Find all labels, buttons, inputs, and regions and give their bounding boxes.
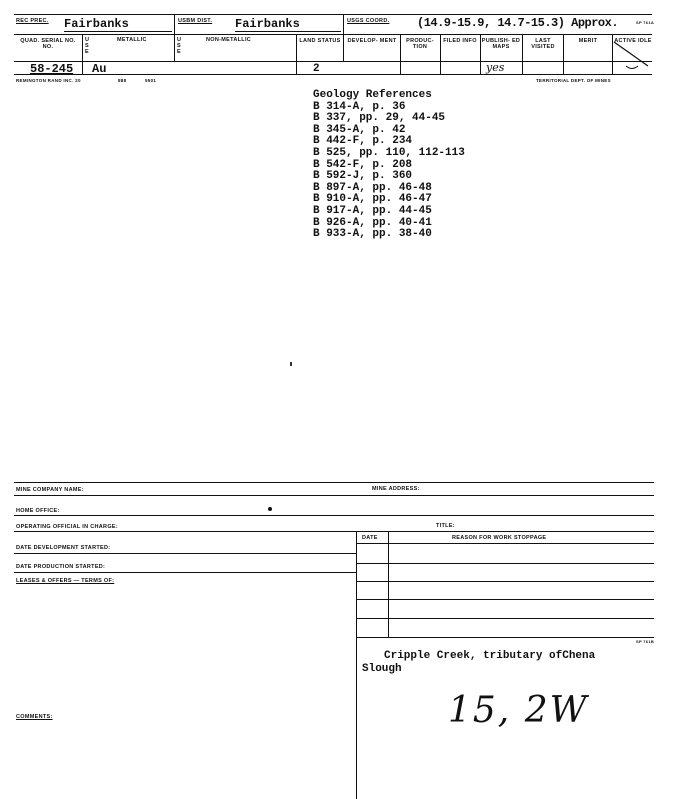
date-development-label: DATE DEVELOPMENT STARTED: [16,545,111,551]
agency-label: TERRITORIAL DEPT. OF MINES [536,78,611,83]
col-metallic: METALLIC [117,37,147,43]
date-column-label: DATE [362,535,378,541]
usgs-coord-value: (14.9-15.9, 14.7-15.3) Approx. [417,16,619,30]
col-non-metallic: NON-METALLIC [206,37,252,43]
leases-label: LEASES & OFFERS — TERMS OF: [16,578,115,584]
date-production-label: DATE PRODUCTION STARTED: [16,564,106,570]
home-office-label: HOME OFFICE: [16,508,60,514]
reference-item: B 442-F, p. 234 [313,135,413,148]
reference-item: B 910-A, pp. 46-47 [313,193,432,206]
rec-prec-value: Fairbanks [64,17,172,32]
mine-company-name-label: MINE COMPANY NAME: [16,487,84,493]
col-land-status: LAND STATUS [299,38,341,44]
col-merit: MERIT [578,38,598,44]
reference-item: B 933-A, pp. 38-40 [313,228,432,241]
reference-item: B 592-J, p. 360 [313,170,413,183]
reference-item: B 897-A, pp. 46-48 [313,181,432,194]
land-status-value: 2 [313,63,320,75]
serial-value: 58-245 [30,62,74,76]
col-filed-info: FILED INFO [443,38,477,44]
reference-item: B 337, pp. 29, 44-45 [313,112,446,125]
col-use-1: U S E [85,37,90,55]
location-line-1: Cripple Creek, tributary ofChena [384,650,596,662]
handwritten-township: 15, 2W [448,690,589,731]
usgs-coord-label: USGS COORD. [347,18,390,24]
operating-official-label: OPERATING OFFICIAL IN CHARGE: [16,524,118,530]
col-production: PRODUC- TION [406,38,434,50]
metallic-value: Au [92,62,107,76]
usbm-dist-label: USBM DIST. [178,18,213,24]
printer-line: REMINGTON RAND INC. 20 [16,78,81,83]
col-active-idle: ACTIVE IDLE [614,38,652,44]
form-code-2: SP 761B [636,639,655,644]
comments-label: COMMENTS: [16,714,53,720]
reference-item: B 917-A, pp. 44-45 [313,204,432,217]
location-line-2: Slough [362,663,402,675]
printer-code-2: 5501 [145,78,157,83]
form-code: SP 761A [636,20,655,25]
reference-item: B 345-A, p. 42 [313,123,406,136]
col-use-2: U S E [177,37,182,55]
title-label: TITLE: [436,523,455,529]
mine-address-label: MINE ADDRESS: [372,486,420,492]
reference-item: B 314-A, p. 36 [313,100,406,113]
col-published-maps: PUBLISH- ED MAPS [481,38,521,50]
references-title: Geology References [313,89,432,101]
reference-item: B 525, pp. 110, 112-113 [313,146,465,159]
geology-references [313,90,465,241]
published-maps-value: yes [486,61,505,74]
reference-item: B 542-F, p. 208 [313,158,413,171]
col-last-visited: LAST VISITED [531,38,555,50]
usbm-dist-value: Fairbanks [235,17,341,32]
rec-prec-label: REC PREC. [16,18,49,24]
col-development: DEVELOP- MENT [347,38,397,44]
reference-item: B 926-A, pp. 40-41 [313,216,432,229]
col-quad-serial: QUAD. SERIAL NO. NO. [20,38,76,50]
active-idle-marks [612,36,652,74]
printer-code-1: 888 [118,78,127,83]
reason-column-label: REASON FOR WORK STOPPAGE [452,535,547,541]
